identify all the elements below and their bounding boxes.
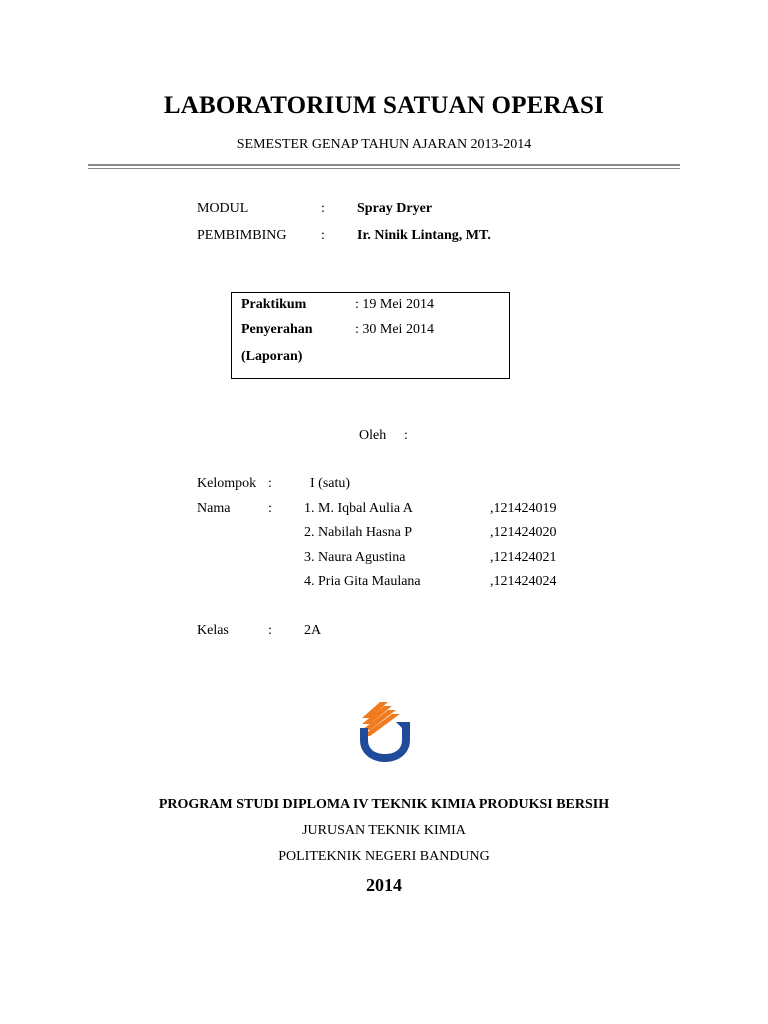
header-divider xyxy=(88,164,680,166)
program-studi: PROGRAM STUDI DIPLOMA IV TEKNIK KIMIA PRODUKSI BERSIH xyxy=(158,797,610,812)
document-title: LABORATORIUM SATUAN OPERASI xyxy=(163,92,605,119)
member-nim: ,121424019 xyxy=(490,501,557,516)
praktikum-label: Praktikum xyxy=(241,297,307,312)
pembimbing-colon: : xyxy=(321,228,325,243)
member-nim: ,121424021 xyxy=(490,550,557,565)
member-name: 2. Nabilah Hasna P xyxy=(304,525,413,540)
kelas-colon: : xyxy=(268,623,272,638)
nama-label: Nama xyxy=(197,501,231,516)
year: 2014 xyxy=(366,875,402,895)
kelas-label: Kelas xyxy=(197,623,229,638)
document-subtitle: SEMESTER GENAP TAHUN AJARAN 2013-2014 xyxy=(236,137,532,152)
kelas-value: 2A xyxy=(304,623,322,638)
politeknik: POLITEKNIK NEGERI BANDUNG xyxy=(278,849,490,864)
header-divider-thin xyxy=(88,168,680,169)
member-name: 4. Pria Gita Maulana xyxy=(304,574,421,589)
member-nim: ,121424020 xyxy=(490,525,557,540)
modul-value: Spray Dryer xyxy=(357,201,433,216)
kelompok-colon: : xyxy=(268,476,272,491)
pembimbing-label: PEMBIMBING xyxy=(197,228,287,243)
polban-logo-icon xyxy=(358,700,412,762)
member-nim: ,121424024 xyxy=(490,574,557,589)
laporan-label: (Laporan) xyxy=(241,349,303,364)
kelompok-label: Kelompok xyxy=(197,476,257,491)
oleh-colon: : xyxy=(404,428,408,443)
oleh-label: Oleh xyxy=(359,428,387,443)
modul-colon: : xyxy=(321,201,325,216)
penyerahan-value: : 30 Mei 2014 xyxy=(355,322,434,337)
penyerahan-label: Penyerahan xyxy=(241,322,313,337)
praktikum-value: : 19 Mei 2014 xyxy=(355,297,434,312)
kelompok-value: I (satu) xyxy=(310,476,351,491)
jurusan: JURUSAN TEKNIK KIMIA xyxy=(302,823,466,838)
nama-colon: : xyxy=(268,501,272,516)
modul-label: MODUL xyxy=(197,201,249,216)
member-name: 1. M. Iqbal Aulia A xyxy=(304,501,413,516)
member-name: 3. Naura Agustina xyxy=(304,550,406,565)
pembimbing-value: Ir. Ninik Lintang, MT. xyxy=(357,228,491,243)
